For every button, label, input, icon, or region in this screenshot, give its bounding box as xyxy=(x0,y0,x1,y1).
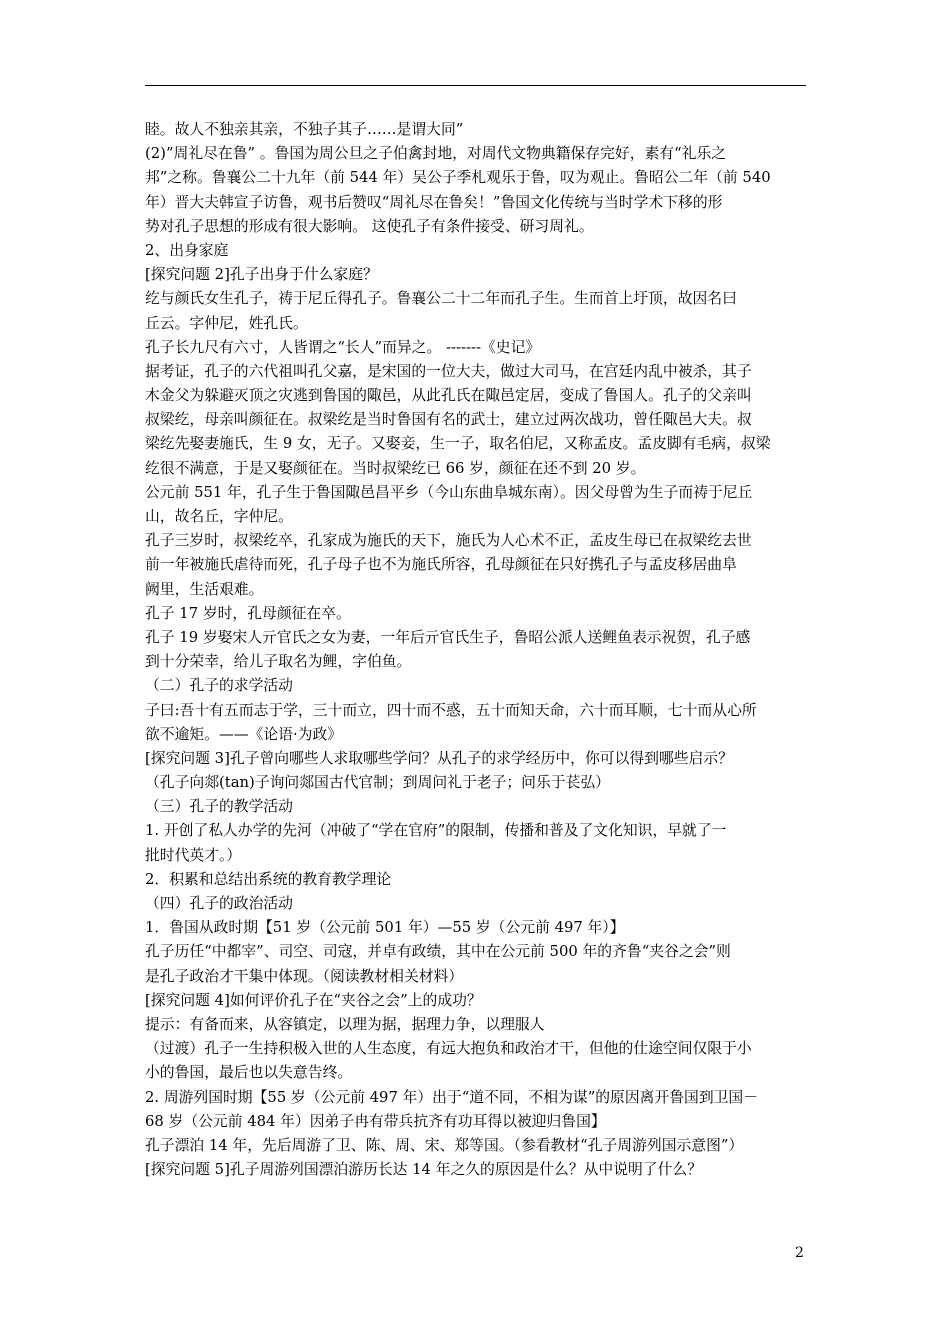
inquiry-question: [探究问题 3]孔子曾向哪些人求取哪些学问？从孔子的求学经历中，你可以得到哪些启示？ xyxy=(145,749,733,767)
text-line: 丘云。字仲尼，姓孔氏。 xyxy=(145,314,308,332)
text-line: 梁纥先娶妻施氏，生 9 女，无子。又娶妾，生一子，取名伯尼，又称孟皮。孟皮脚有毛病，叔梁 xyxy=(145,435,771,453)
text-line: 势对孔子思想的形成有很大影响。 这使孔子有条件接受、研习周礼。 xyxy=(145,217,594,235)
text-line: 年）晋大夫韩宣子访鲁，观书后赞叹“周礼尽在鲁矣！”鲁国文化传统与当时学术下移的形 xyxy=(145,193,723,211)
text-line: 山，故名丘，字仲尼。 xyxy=(145,508,293,525)
text-line: 纥很不满意，于是又娶颜征在。当时叔梁纥已 66 岁，颜征在还不到 20 岁。 xyxy=(145,459,646,477)
section-heading: （四）孔子的政治活动 xyxy=(145,895,293,912)
text-line: 到十分荣幸，给儿子取名为鲤，字伯鱼。 xyxy=(145,653,412,671)
text-line: 68 岁（公元前 484 年）因弟子冉有带兵抗齐有功耳得以被迎归鲁国】 xyxy=(145,1112,606,1130)
text-line: 2. 周游列国时期【55 岁（公元前 497 年）出于“道不同，不相为谋”的原因离开鲁国到卫国－ xyxy=(145,1088,759,1106)
text-line: 睦。故人不独亲其亲，不独子其子……是谓大同” xyxy=(145,121,464,138)
text-line: 是孔子政治才干集中体现。（阅读教材相关材料） xyxy=(145,967,464,985)
section-heading: 2、出身家庭 xyxy=(145,241,229,259)
text-line: 孔子漂泊 14 年，先后周游了卫、陈、周、宋、郑等国。（参看教材“孔子周游列国示意图”） xyxy=(145,1136,744,1154)
document-body xyxy=(145,118,808,1182)
text-line: 木金父为躲避灭顶之灾逃到鲁国的陬邑，从此孔氏在陬邑定居，变成了鲁国人。孔子的父亲叫 xyxy=(145,387,752,405)
text-line: 孔子 17 岁时，孔母颜征在卒。 xyxy=(145,604,351,622)
text-line: 小的鲁国，最后也以失意告终。 xyxy=(145,1064,353,1082)
text-line: 纥与颜氏女生孔子，祷于尼丘得孔子。鲁襄公二十二年而孔子生。生而首上圩顶，故因名曰 xyxy=(145,290,737,308)
text-line: 前一年被施氏虐待而死，孔子母子也不为施氏所容，孔母颜征在只好携孔子与孟皮移居曲阜 xyxy=(145,556,737,574)
text-line: 公元前 551 年，孔子生于鲁国陬邑昌平乡（今山东曲阜城东南）。因父母曾为生子而祷于尼丘 xyxy=(145,483,753,501)
text-line: 2．积累和总结出系统的教育教学理论 xyxy=(145,870,392,888)
text-line: 孔子长九尺有六寸，人皆谓之“长人”而异之。 -------《史记》 xyxy=(145,338,541,356)
section-heading: （三）孔子的教学活动 xyxy=(145,798,293,816)
text-line: (2)”周礼尽在鲁” 。鲁国为周公旦之子伯禽封地，对周代文物典籍保存完好，素有“礼乐之 xyxy=(145,145,727,163)
text-line: 孔子 19 岁娶宋人亓官氏之女为妻，一年后亓官氏生子，鲁昭公派人送鲤鱼表示祝贺，孔子感 xyxy=(145,628,751,646)
text-line: 欲不逾矩。——《论语·为政》 xyxy=(145,725,343,743)
text-line: 叔梁纥，母亲叫颜征在。叔梁纥是当时鲁国有名的武士，建立过两次战功，曾任陬邑大夫。叔 xyxy=(145,411,752,429)
text-line: 孔子历任“中都宰”、司空、司寇，并卓有政绩，其中在公元前 500 年的齐鲁“夹谷之会”则 xyxy=(145,943,731,961)
inquiry-question: [探究问题 4]如何评价孔子在“夹谷之会”上的成功？ xyxy=(145,991,482,1009)
text-line: 阙里，生活艰难。 xyxy=(145,580,264,598)
text-line: 提示：有备而来，从容镇定，以理为据，据理力争，以理服人 xyxy=(145,1015,545,1033)
text-line: 据考证，孔子的六代祖叫孔父嘉，是宋国的一位大夫，做过大司马，在宫廷内乱中被杀，其子 xyxy=(145,362,752,380)
text-line: 子曰:吾十有五而志于学，三十而立，四十而不惑，五十而知天命，六十而耳顺，七十而从心所 xyxy=(145,701,757,719)
text-line: （孔子向郯(tan)子询问郯国古代官制；到周问礼于老子；问乐于苌弘） xyxy=(145,774,610,792)
inquiry-question: [探究问题 5]孔子周游列国漂泊游历长达 14 年之久的原因是什么？从中说明了什么？ xyxy=(145,1161,702,1179)
text-line: 邦”之称。鲁襄公二十九年（前 544 年）吴公子季札观乐于鲁，叹为观止。鲁昭公二年（前 540 xyxy=(145,169,771,187)
inquiry-question: [探究问题 2]孔子出身于什么家庭？ xyxy=(145,266,378,284)
text-line: （过渡）孔子一生持积极入世的人生态度，有远大抱负和政治才干，但他的仕途空间仅限于小 xyxy=(145,1040,752,1058)
page-number: 2 xyxy=(795,1245,804,1261)
text-line: 批时代英才。） xyxy=(145,846,242,864)
text-line: 孔子三岁时，叔梁纥卒，孔家成为施氏的天下，施氏为人心术不正，孟皮生母已在叔梁纥去世 xyxy=(145,532,752,550)
text-line: 1. 开创了私人办学的先河（冲破了“学在官府”的限制，传播和普及了文化知识，早就了一 xyxy=(145,822,727,840)
section-heading: （二）孔子的求学活动 xyxy=(145,677,293,695)
header-rule xyxy=(145,85,806,86)
text-line: 1．鲁国从政时期【51 岁（公元前 501 年）—55 岁（公元前 497 年）】 xyxy=(145,919,625,937)
